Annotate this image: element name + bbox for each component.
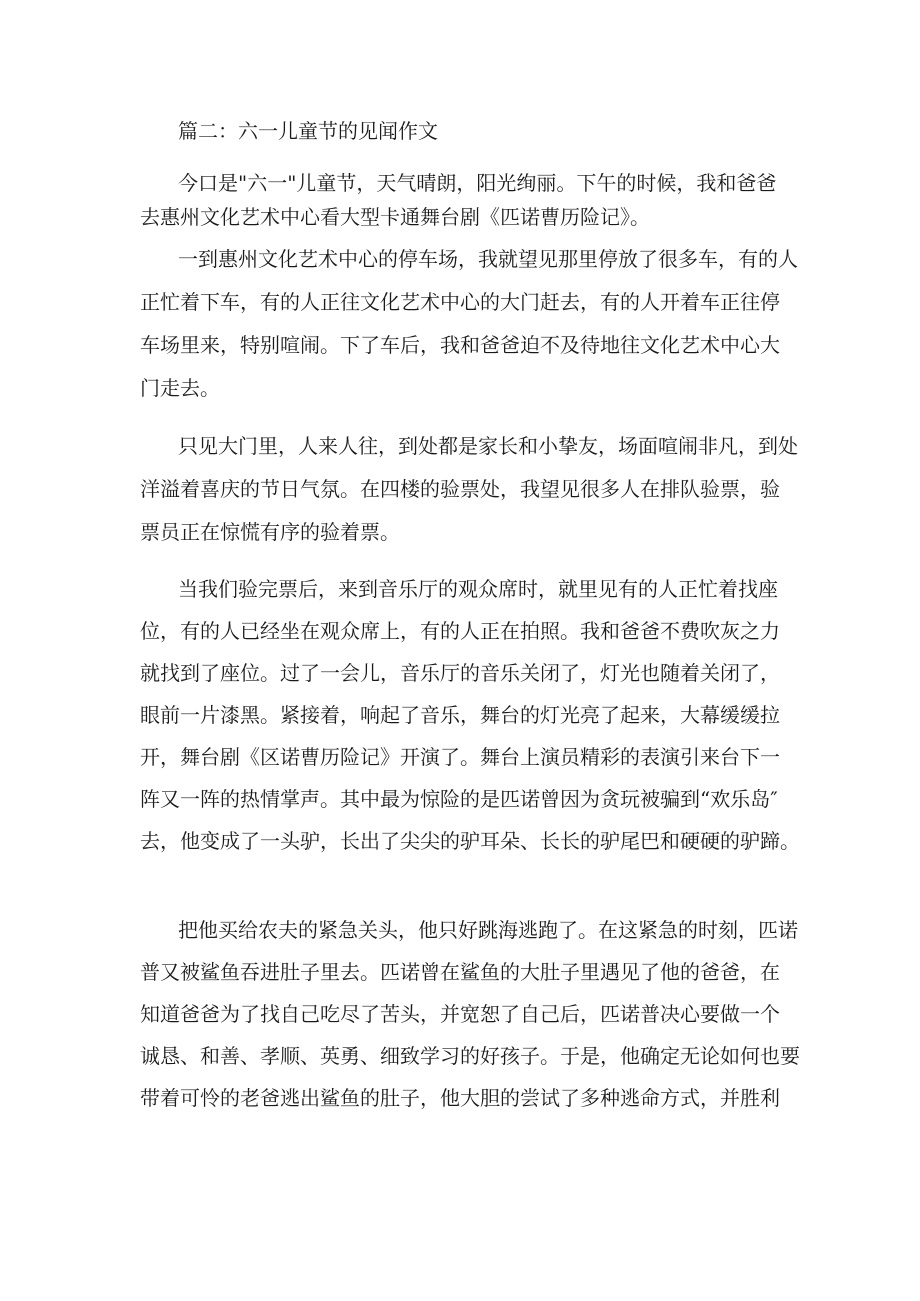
text-line: 一到惠州文化艺术中心的停车场，我就望见那里停放了很多车，有的人 [178,247,798,271]
text-line: 位，有的人已经坐在观众席上，有的人正在拍照。我和爸爸不费吹灰之力 [140,619,780,643]
text-line: 洋溢着喜庆的节日气氛。在四楼的验票处，我望见很多人在排队验票，验 [140,477,780,501]
text-line: 带着可怜的老爸逃出鲨鱼的肚子，他大胆的尝试了多种逃命方式，并胜利 [140,1086,780,1110]
paragraph-4 [140,568,800,862]
text-line: 知道爸爸为了找自己吃尽了苦头，并宽恕了自己后，匹诺普决心要做一个 [140,1002,780,1026]
document-heading: 篇二：六一儿童节的见闻作文 [178,119,438,143]
paragraph-5 [140,909,800,1119]
text-line: 诚恳、和善、孝顺、英勇、细致学习的好孩子。于是，他确定无论如何也要 [140,1044,800,1068]
text-line: 把他买给农夫的紧急关头，他只好跳海逃跑了。在这紧急的时刻，匹诺 [178,918,798,942]
paragraph-2 [140,238,798,410]
paragraph-3 [140,425,798,554]
text-line: 眼前一片漆黑。紧接着，响起了音乐，舞台的灯光亮了起来，大幕缓缓拉 [140,703,780,727]
text-line: 开，舞台剧《区诺曹历险记》开演了。舞台上演员精彩的表演引来台下一 [140,745,780,769]
text-line: 去惠州文化艺术中心看大型卡通舞台剧《匹诺曹历险记》。 [140,205,650,229]
text-line: 只见大门里，人来人往，到处都是家长和小挚友，场面喧闹非凡，到处 [178,434,798,458]
text-line: 今口是"六一"儿童节，天气晴朗，阳光绚丽。下午的时候，我和爸爸 [178,171,777,195]
text-line: 去，他变成了一头驴，长出了尖尖的驴耳朵、长长的驴尾巴和硬硬的驴蹄。 [140,829,800,853]
text-line: 正忙着下车，有的人正往文化艺术中心的大门赶去，有的人开着车正往停 [140,290,780,314]
text-line: 就找到了座位。过了一会儿，音乐厅的音乐关闭了，灯光也随着关闭了， [140,661,780,685]
text-line: 当我们验完票后，来到音乐厅的观众席时，就里见有的人正忙着找座 [178,577,778,601]
text-line: 普又被鲨鱼吞进肚子里去。匹诺曾在鲨鱼的大肚子里遇见了他的爸爸，在 [140,960,780,984]
text-line: 门走去。 [140,376,220,400]
text-line: 票员正在惊慌有序的验着票。 [140,520,400,544]
paragraph-1 [140,166,780,234]
text-line: 阵又一阵的热情掌声。其中最为惊险的是匹诺曾因为贪玩被骗到“欢乐岛″ [140,787,778,811]
text-line: 车场里来，特别喧闹。下了车后，我和爸爸迫不及待地往文化艺术中心大 [140,333,780,357]
